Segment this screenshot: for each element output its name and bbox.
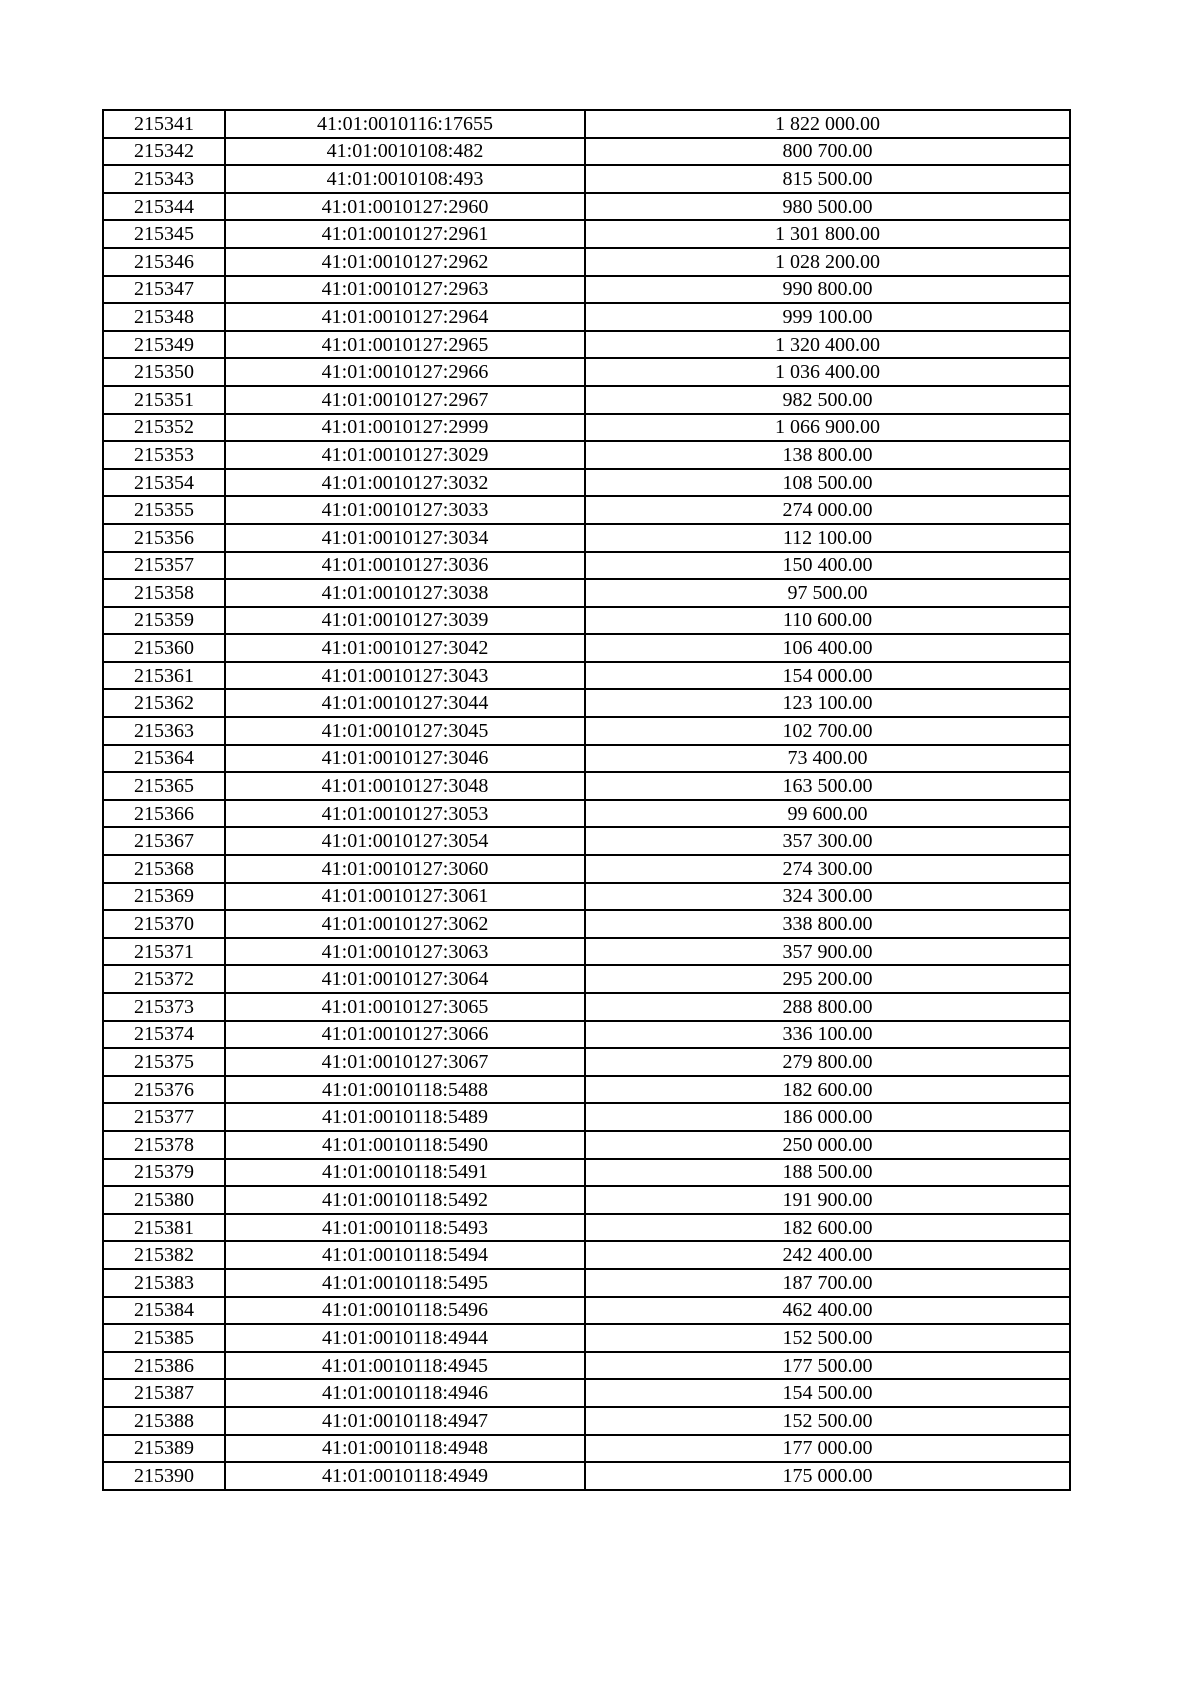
cadastral-number-cell: 41:01:0010127:2965 (225, 331, 585, 359)
cadastral-number-cell: 41:01:0010118:5494 (225, 1241, 585, 1269)
cadastral-number-cell: 41:01:0010127:2962 (225, 248, 585, 276)
cadastral-value-cell: 324 300.00 (585, 883, 1070, 911)
cadastral-number-cell: 41:01:0010118:5488 (225, 1076, 585, 1104)
cadastral-value-cell: 191 900.00 (585, 1186, 1070, 1214)
cadastral-value-cell: 152 500.00 (585, 1324, 1070, 1352)
row-number-cell: 215349 (103, 331, 225, 359)
table-row (103, 910, 1070, 938)
table-row (103, 938, 1070, 966)
row-number-cell: 215371 (103, 938, 225, 966)
cadastral-value-cell: 1 320 400.00 (585, 331, 1070, 359)
table-row (103, 414, 1070, 442)
row-number-cell: 215377 (103, 1103, 225, 1131)
row-number-cell: 215379 (103, 1159, 225, 1187)
row-number-cell: 215384 (103, 1297, 225, 1325)
cadastral-value-cell: 188 500.00 (585, 1159, 1070, 1187)
cadastral-number-cell: 41:01:0010127:3053 (225, 800, 585, 828)
cadastral-number-cell: 41:01:0010127:3045 (225, 717, 585, 745)
row-number-cell: 215372 (103, 965, 225, 993)
table-row (103, 248, 1070, 276)
table-row (103, 1214, 1070, 1242)
table-row (103, 1297, 1070, 1325)
cadastral-number-cell: 41:01:0010127:2966 (225, 358, 585, 386)
cadastral-number-cell: 41:01:0010118:4948 (225, 1435, 585, 1463)
row-number-cell: 215376 (103, 1076, 225, 1104)
cadastral-number-cell: 41:01:0010118:4949 (225, 1462, 585, 1490)
table-row (103, 1435, 1070, 1463)
row-number-cell: 215344 (103, 193, 225, 221)
cadastral-number-cell: 41:01:0010118:5492 (225, 1186, 585, 1214)
cadastral-value-cell: 1 066 900.00 (585, 414, 1070, 442)
table-row (103, 441, 1070, 469)
cadastral-value-cell: 138 800.00 (585, 441, 1070, 469)
cadastral-number-cell: 41:01:0010127:3038 (225, 579, 585, 607)
cadastral-value-cell: 112 100.00 (585, 524, 1070, 552)
table-row (103, 1131, 1070, 1159)
row-number-cell: 215351 (103, 386, 225, 414)
cadastral-number-cell: 41:01:0010127:2967 (225, 386, 585, 414)
row-number-cell: 215388 (103, 1407, 225, 1435)
cadastral-value-cell: 999 100.00 (585, 303, 1070, 331)
table-row (103, 717, 1070, 745)
cadastral-value-cell: 110 600.00 (585, 607, 1070, 635)
table-body (103, 110, 1070, 1490)
row-number-cell: 215357 (103, 552, 225, 580)
cadastral-number-cell: 41:01:0010127:3066 (225, 1021, 585, 1049)
row-number-cell: 215382 (103, 1241, 225, 1269)
row-number-cell: 215366 (103, 800, 225, 828)
cadastral-number-cell: 41:01:0010127:3048 (225, 772, 585, 800)
cadastral-number-cell: 41:01:0010127:2963 (225, 276, 585, 304)
cadastral-value-cell: 102 700.00 (585, 717, 1070, 745)
cadastral-value-cell: 242 400.00 (585, 1241, 1070, 1269)
cadastral-number-cell: 41:01:0010118:5493 (225, 1214, 585, 1242)
cadastral-value-cell: 279 800.00 (585, 1048, 1070, 1076)
cadastral-value-cell: 357 300.00 (585, 827, 1070, 855)
table-row (103, 607, 1070, 635)
row-number-cell: 215375 (103, 1048, 225, 1076)
cadastral-value-cell: 990 800.00 (585, 276, 1070, 304)
table-row (103, 193, 1070, 221)
cadastral-number-cell: 41:01:0010127:3039 (225, 607, 585, 635)
cadastral-value-cell: 357 900.00 (585, 938, 1070, 966)
row-number-cell: 215374 (103, 1021, 225, 1049)
table-row (103, 358, 1070, 386)
cadastral-number-cell: 41:01:0010127:3033 (225, 496, 585, 524)
row-number-cell: 215380 (103, 1186, 225, 1214)
cadastral-value-cell: 336 100.00 (585, 1021, 1070, 1049)
table-row (103, 1103, 1070, 1131)
cadastral-value-cell: 288 800.00 (585, 993, 1070, 1021)
row-number-cell: 215365 (103, 772, 225, 800)
table-row (103, 689, 1070, 717)
cadastral-value-cell: 152 500.00 (585, 1407, 1070, 1435)
row-number-cell: 215385 (103, 1324, 225, 1352)
cadastral-number-cell: 41:01:0010127:3061 (225, 883, 585, 911)
cadastral-number-cell: 41:01:0010127:3063 (225, 938, 585, 966)
cadastral-number-cell: 41:01:0010127:3034 (225, 524, 585, 552)
row-number-cell: 215350 (103, 358, 225, 386)
cadastral-value-cell: 462 400.00 (585, 1297, 1070, 1325)
row-number-cell: 215364 (103, 745, 225, 773)
row-number-cell: 215361 (103, 662, 225, 690)
row-number-cell: 215363 (103, 717, 225, 745)
cadastral-number-cell: 41:01:0010127:3060 (225, 855, 585, 883)
cadastral-value-cell: 274 300.00 (585, 855, 1070, 883)
cadastral-number-cell: 41:01:0010127:3032 (225, 469, 585, 497)
cadastral-value-cell: 274 000.00 (585, 496, 1070, 524)
table-row (103, 1048, 1070, 1076)
cadastral-value-cell: 99 600.00 (585, 800, 1070, 828)
cadastral-value-cell: 177 000.00 (585, 1435, 1070, 1463)
cadastral-value-cell: 250 000.00 (585, 1131, 1070, 1159)
row-number-cell: 215348 (103, 303, 225, 331)
row-number-cell: 215359 (103, 607, 225, 635)
cadastral-value-cell: 800 700.00 (585, 138, 1070, 166)
cadastral-number-cell: 41:01:0010127:2999 (225, 414, 585, 442)
cadastral-value-cell: 338 800.00 (585, 910, 1070, 938)
cadastral-value-cell: 154 000.00 (585, 662, 1070, 690)
cadastral-number-cell: 41:01:0010116:17655 (225, 110, 585, 138)
cadastral-value-cell: 182 600.00 (585, 1214, 1070, 1242)
table-row (103, 110, 1070, 138)
cadastral-number-cell: 41:01:0010127:3042 (225, 634, 585, 662)
cadastral-value-cell: 150 400.00 (585, 552, 1070, 580)
cadastral-value-cell: 1 028 200.00 (585, 248, 1070, 276)
table-row (103, 1159, 1070, 1187)
row-number-cell: 215355 (103, 496, 225, 524)
table-row (103, 386, 1070, 414)
table-row (103, 1407, 1070, 1435)
cadastral-value-cell: 982 500.00 (585, 386, 1070, 414)
row-number-cell: 215346 (103, 248, 225, 276)
row-number-cell: 215345 (103, 220, 225, 248)
row-number-cell: 215389 (103, 1435, 225, 1463)
cadastral-number-cell: 41:01:0010127:3044 (225, 689, 585, 717)
cadastral-number-cell: 41:01:0010127:3067 (225, 1048, 585, 1076)
table-row (103, 524, 1070, 552)
cadastral-number-cell: 41:01:0010118:4947 (225, 1407, 585, 1435)
cadastral-number-cell: 41:01:0010118:5496 (225, 1297, 585, 1325)
table-row (103, 469, 1070, 497)
table-row (103, 1352, 1070, 1380)
table-row (103, 138, 1070, 166)
table-row (103, 1076, 1070, 1104)
table-row (103, 993, 1070, 1021)
row-number-cell: 215369 (103, 883, 225, 911)
cadastral-value-cell: 123 100.00 (585, 689, 1070, 717)
table-row (103, 1186, 1070, 1214)
table-row (103, 827, 1070, 855)
table-row (103, 496, 1070, 524)
table-row (103, 1241, 1070, 1269)
row-number-cell: 215387 (103, 1379, 225, 1407)
table-row (103, 276, 1070, 304)
cadastral-value-cell: 73 400.00 (585, 745, 1070, 773)
row-number-cell: 215341 (103, 110, 225, 138)
row-number-cell: 215386 (103, 1352, 225, 1380)
cadastral-value-cell: 108 500.00 (585, 469, 1070, 497)
cadastral-value-cell: 186 000.00 (585, 1103, 1070, 1131)
row-number-cell: 215373 (103, 993, 225, 1021)
table-row (103, 883, 1070, 911)
row-number-cell: 215342 (103, 138, 225, 166)
row-number-cell: 215356 (103, 524, 225, 552)
table-row (103, 662, 1070, 690)
table-row (103, 1324, 1070, 1352)
cadastral-number-cell: 41:01:0010127:3043 (225, 662, 585, 690)
row-number-cell: 215381 (103, 1214, 225, 1242)
row-number-cell: 215370 (103, 910, 225, 938)
cadastral-number-cell: 41:01:0010108:493 (225, 165, 585, 193)
row-number-cell: 215383 (103, 1269, 225, 1297)
table-row (103, 800, 1070, 828)
cadastral-value-cell: 154 500.00 (585, 1379, 1070, 1407)
row-number-cell: 215368 (103, 855, 225, 883)
cadastral-number-cell: 41:01:0010127:3054 (225, 827, 585, 855)
row-number-cell: 215347 (103, 276, 225, 304)
table-row (103, 220, 1070, 248)
table-row (103, 1021, 1070, 1049)
cadastral-number-cell: 41:01:0010127:3046 (225, 745, 585, 773)
table-row (103, 303, 1070, 331)
cadastral-value-cell: 1 822 000.00 (585, 110, 1070, 138)
cadastral-value-table (102, 109, 1071, 1491)
cadastral-number-cell: 41:01:0010127:3065 (225, 993, 585, 1021)
row-number-cell: 215378 (103, 1131, 225, 1159)
table-row (103, 552, 1070, 580)
cadastral-value-cell: 163 500.00 (585, 772, 1070, 800)
table-row (103, 165, 1070, 193)
cadastral-number-cell: 41:01:0010127:3036 (225, 552, 585, 580)
row-number-cell: 215390 (103, 1462, 225, 1490)
cadastral-value-cell: 1 301 800.00 (585, 220, 1070, 248)
table-row (103, 772, 1070, 800)
cadastral-number-cell: 41:01:0010127:2961 (225, 220, 585, 248)
cadastral-value-cell: 97 500.00 (585, 579, 1070, 607)
cadastral-number-cell: 41:01:0010118:5490 (225, 1131, 585, 1159)
cadastral-value-cell: 1 036 400.00 (585, 358, 1070, 386)
cadastral-number-cell: 41:01:0010127:2964 (225, 303, 585, 331)
cadastral-number-cell: 41:01:0010108:482 (225, 138, 585, 166)
cadastral-number-cell: 41:01:0010118:5491 (225, 1159, 585, 1187)
row-number-cell: 215360 (103, 634, 225, 662)
table-row (103, 1269, 1070, 1297)
cadastral-number-cell: 41:01:0010118:4946 (225, 1379, 585, 1407)
table-row (103, 1379, 1070, 1407)
cadastral-number-cell: 41:01:0010127:2960 (225, 193, 585, 221)
row-number-cell: 215353 (103, 441, 225, 469)
table-row (103, 331, 1070, 359)
cadastral-number-cell: 41:01:0010118:4944 (225, 1324, 585, 1352)
cadastral-value-cell: 187 700.00 (585, 1269, 1070, 1297)
table-row (103, 634, 1070, 662)
cadastral-number-cell: 41:01:0010127:3029 (225, 441, 585, 469)
row-number-cell: 215352 (103, 414, 225, 442)
table-row (103, 579, 1070, 607)
cadastral-number-cell: 41:01:0010127:3062 (225, 910, 585, 938)
table-row (103, 855, 1070, 883)
cadastral-value-cell: 295 200.00 (585, 965, 1070, 993)
table-row (103, 1462, 1070, 1490)
cadastral-value-cell: 815 500.00 (585, 165, 1070, 193)
cadastral-value-cell: 980 500.00 (585, 193, 1070, 221)
cadastral-number-cell: 41:01:0010118:5495 (225, 1269, 585, 1297)
row-number-cell: 215362 (103, 689, 225, 717)
cadastral-value-cell: 175 000.00 (585, 1462, 1070, 1490)
row-number-cell: 215367 (103, 827, 225, 855)
cadastral-value-cell: 106 400.00 (585, 634, 1070, 662)
cadastral-number-cell: 41:01:0010118:4945 (225, 1352, 585, 1380)
row-number-cell: 215343 (103, 165, 225, 193)
cadastral-number-cell: 41:01:0010127:3064 (225, 965, 585, 993)
row-number-cell: 215358 (103, 579, 225, 607)
cadastral-number-cell: 41:01:0010118:5489 (225, 1103, 585, 1131)
cadastral-value-cell: 177 500.00 (585, 1352, 1070, 1380)
table-row (103, 965, 1070, 993)
row-number-cell: 215354 (103, 469, 225, 497)
table-row (103, 745, 1070, 773)
cadastral-value-cell: 182 600.00 (585, 1076, 1070, 1104)
